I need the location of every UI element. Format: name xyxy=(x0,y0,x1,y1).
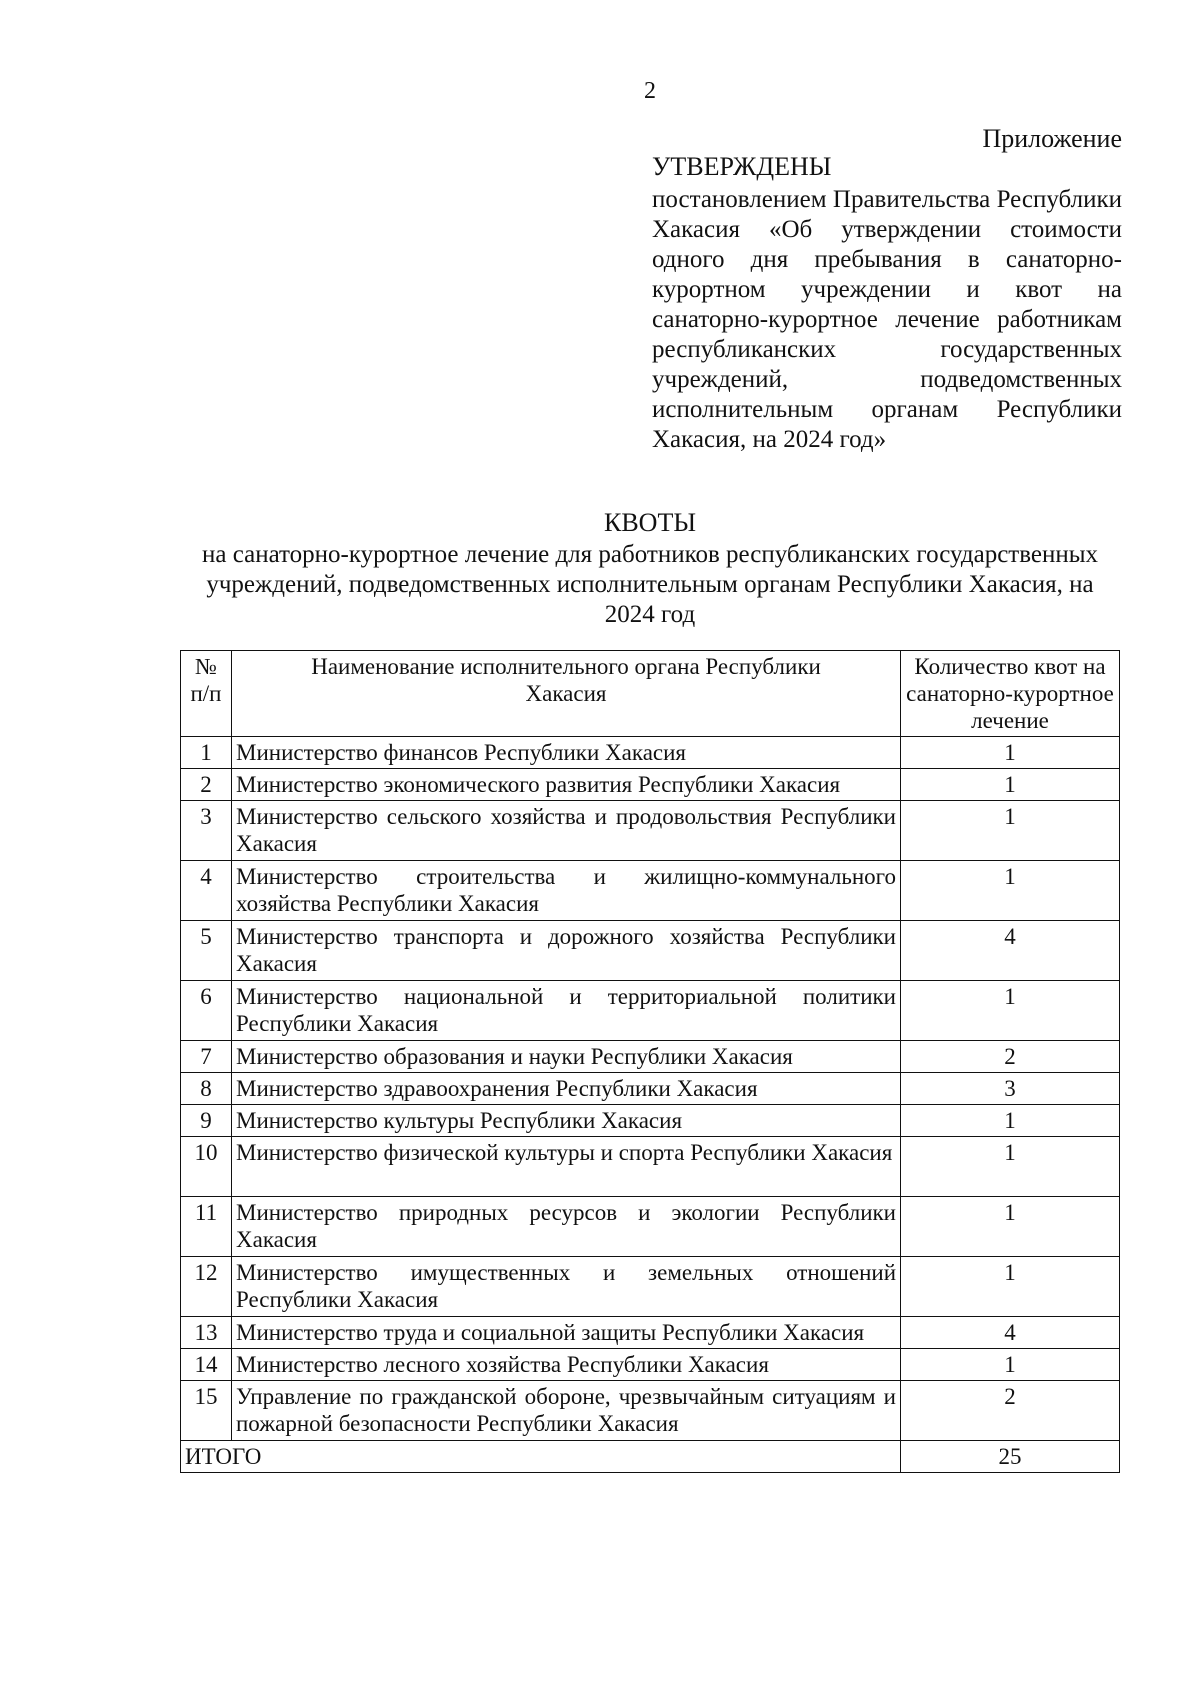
row-quota-count: 2 xyxy=(901,1041,1120,1073)
document-subtitle: на санаторно-курортное лечение для работников республиканских государственных учреждений, подведомственных исполнительным органам Республики Хакасия, на 2024 год xyxy=(201,541,1099,628)
row-number: 14 xyxy=(181,1349,232,1381)
row-organization: Министерство труда и социальной защиты Республики Хакасия xyxy=(232,1317,901,1349)
row-number: 7 xyxy=(181,1041,232,1073)
row-organization: Министерство строительства и жилищно-коммунального хозяйства Республики Хакасия xyxy=(232,861,901,921)
table-body xyxy=(181,737,1120,1473)
appendix-label: Приложение xyxy=(982,124,1122,153)
row-quota-count: 3 xyxy=(901,1073,1120,1105)
table-row xyxy=(181,1137,1120,1197)
row-organization: Министерство транспорта и дорожного хозяйства Республики Хакасия xyxy=(232,921,901,981)
document-title: КВОТЫ xyxy=(603,508,696,537)
row-number: 5 xyxy=(181,921,232,981)
row-organization: Министерство экономического развития Республики Хакасия xyxy=(232,769,901,801)
row-organization: Управление по гражданской обороне, чрезвычайным ситуациям и пожарной безопасности Республики Хакасия xyxy=(232,1381,901,1441)
page-number: 2 xyxy=(644,78,656,104)
table-row xyxy=(181,769,1120,801)
row-quota-count: 1 xyxy=(901,1105,1120,1137)
table-row xyxy=(181,1349,1120,1381)
row-quota-count: 1 xyxy=(901,1349,1120,1381)
row-organization: Министерство имущественных и земельных отношений Республики Хакасия xyxy=(232,1257,901,1317)
row-number: 10 xyxy=(181,1137,232,1197)
row-quota-count: 1 xyxy=(901,801,1120,861)
row-quota-count: 4 xyxy=(901,921,1120,981)
table-row xyxy=(181,1041,1120,1073)
total-label: ИТОГО xyxy=(181,1441,901,1473)
table-row xyxy=(181,1317,1120,1349)
table-row xyxy=(181,921,1120,981)
row-quota-count: 1 xyxy=(901,1257,1120,1317)
row-number: 6 xyxy=(181,981,232,1041)
row-organization: Министерство физической культуры и спорта Республики Хакасия xyxy=(232,1137,901,1197)
row-organization: Министерство лесного хозяйства Республики Хакасия xyxy=(232,1349,901,1381)
row-number: 15 xyxy=(181,1381,232,1441)
row-number: 11 xyxy=(181,1197,232,1257)
total-count: 25 xyxy=(901,1441,1120,1473)
table-row xyxy=(181,1257,1120,1317)
row-quota-count: 1 xyxy=(901,1137,1120,1197)
header-name: Наименование исполнительного органа Республики Хакасия xyxy=(232,651,901,737)
approval-text: постановлением Правительства Республики Хакасия «Об утверждении стоимости одного дня пребывания в санаторно-курортном учреждении и квот на санаторно-курортное лечение работникам республиканских государственных учреждений, подведомственных исполнительным органам Республики Хакасия, на 2024 год» xyxy=(652,186,1122,453)
table-total-row xyxy=(181,1441,1120,1473)
quota-table xyxy=(180,650,1120,1473)
row-number: 12 xyxy=(181,1257,232,1317)
approved-label: УТВЕРЖДЕНЫ xyxy=(652,152,832,181)
table-row xyxy=(181,1381,1120,1441)
table-row xyxy=(181,1197,1120,1257)
row-organization: Министерство природных ресурсов и экологии Республики Хакасия xyxy=(232,1197,901,1257)
row-quota-count: 1 xyxy=(901,737,1120,769)
table-row xyxy=(181,1073,1120,1105)
row-quota-count: 1 xyxy=(901,1197,1120,1257)
table-row xyxy=(181,861,1120,921)
table-row xyxy=(181,801,1120,861)
row-number: 4 xyxy=(181,861,232,921)
row-quota-count: 4 xyxy=(901,1317,1120,1349)
row-quota-count: 1 xyxy=(901,861,1120,921)
table-row xyxy=(181,1105,1120,1137)
table-header-row xyxy=(181,651,1120,737)
row-number: 9 xyxy=(181,1105,232,1137)
row-organization: Министерство культуры Республики Хакасия xyxy=(232,1105,901,1137)
row-organization: Министерство образования и науки Республики Хакасия xyxy=(232,1041,901,1073)
table-row xyxy=(181,737,1120,769)
approval-block xyxy=(652,150,1122,455)
row-organization: Министерство национальной и территориальной политики Республики Хакасия xyxy=(232,981,901,1041)
row-number: 2 xyxy=(181,769,232,801)
row-number: 3 xyxy=(181,801,232,861)
header-count: Количество квот на санаторно-курортное лечение xyxy=(901,651,1120,737)
row-quota-count: 1 xyxy=(901,981,1120,1041)
header-num: № п/п xyxy=(181,651,232,737)
row-quota-count: 2 xyxy=(901,1381,1120,1441)
table-row xyxy=(181,981,1120,1041)
row-number: 8 xyxy=(181,1073,232,1105)
row-number: 13 xyxy=(181,1317,232,1349)
row-organization: Министерство финансов Республики Хакасия xyxy=(232,737,901,769)
row-organization: Министерство сельского хозяйства и продовольствия Республики Хакасия xyxy=(232,801,901,861)
row-quota-count: 1 xyxy=(901,769,1120,801)
row-organization: Министерство здравоохранения Республики Хакасия xyxy=(232,1073,901,1105)
row-number: 1 xyxy=(181,737,232,769)
